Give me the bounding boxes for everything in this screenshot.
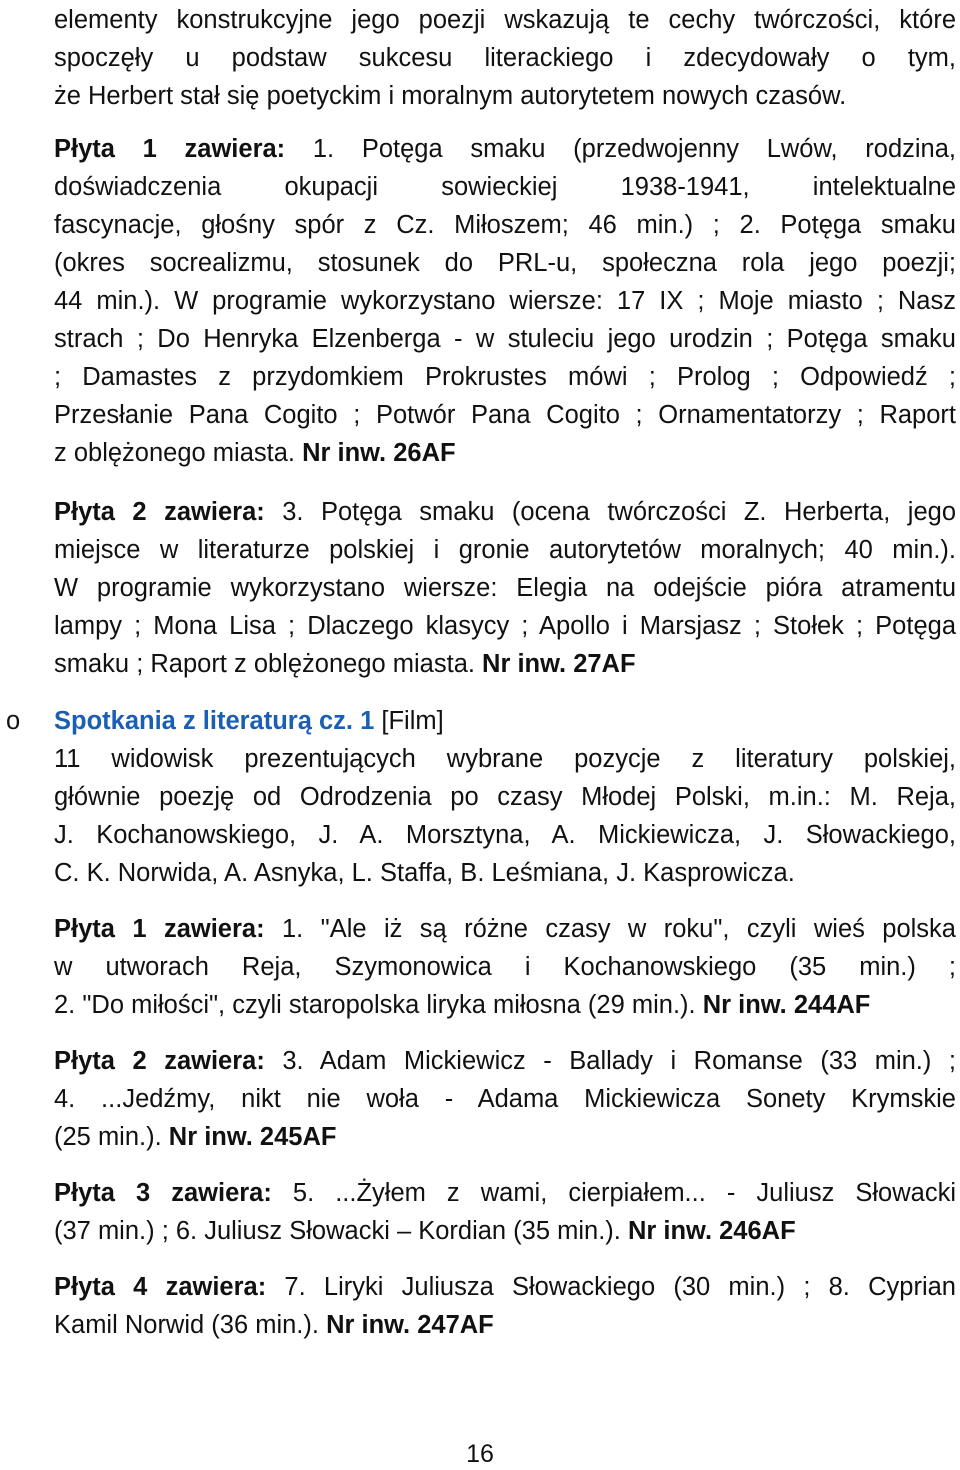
disc2-line-3: W programie wykorzystano wiersze: Elegia na odejście pióra atramentu	[54, 574, 956, 602]
disc1-line-7: ; Damastes z przydomkiem Prokrustes mówi ; Prolog ; Odpowiedź ;	[54, 363, 956, 391]
disc1-label: Płyta 1 zawiera:	[54, 135, 286, 163]
film-disc2-inventory-number: Nr inw. 245AF	[168, 1123, 337, 1151]
disc1-line-3: fascynacje, głośny spór z Cz. Miłoszem; 46 min.) ; 2. Potęga smaku	[54, 211, 956, 239]
film-disc1-text-3: 2. "Do miłości", czyli staropolska liryka miłosna (29 min.).	[54, 991, 703, 1019]
disc1-text-9: z oblężonego miasta.	[54, 439, 303, 467]
film-disc3-label: Płyta 3 zawiera:	[54, 1179, 272, 1207]
film-disc4-inventory-number: Nr inw. 247AF	[326, 1311, 494, 1339]
page-number: 16	[466, 1440, 494, 1468]
disc1-text-1: 1. Potęga smaku (przedwojenny Lwów, rodzina,	[285, 135, 956, 163]
disc2-inventory-number: Nr inw. 27AF	[482, 650, 636, 678]
disc2-label: Płyta 2 zawiera:	[54, 498, 265, 526]
disc1-line-1	[54, 130, 956, 168]
film-desc-line-2: głównie poezję od Odrodzenia po czasy Młodej Polski, m.in.: M. Reja,	[54, 783, 956, 811]
film-disc1-line-1	[54, 910, 956, 948]
film-disc3-inventory-number: Nr inw. 246AF	[627, 1217, 796, 1245]
film-disc3-line-1	[54, 1174, 956, 1212]
disc2-line-4: lampy ; Mona Lisa ; Dlaczego klasycy ; Apollo i Marsjasz ; Stołek ; Potęga	[54, 612, 956, 640]
film-disc4-line-1	[54, 1268, 956, 1306]
disc2-line-1	[54, 493, 956, 531]
disc1-line-8: Przesłanie Pana Cogito ; Potwór Pana Cogito ; Ornamentatorzy ; Raport	[54, 401, 956, 429]
film-desc-line-1: 11 widowisk prezentujących wybrane pozycje z literatury polskiej,	[54, 745, 956, 773]
film-disc3-line-2	[54, 1212, 956, 1250]
film-disc4-text-2: Kamil Norwid (36 min.).	[54, 1311, 327, 1339]
film-disc2-line-2: 4. ...Jedźmy, nikt nie woła - Adama Mickiewicza Sonety Krymskie	[54, 1085, 956, 1113]
disc1-line-2: doświadczenia okupacji sowieckiej 1938-1941, intelektualne	[54, 173, 956, 201]
film-disc2-text-3: (25 min.).	[54, 1123, 169, 1151]
film-disc1-line-3	[54, 986, 956, 1024]
disc1-inventory-number: Nr inw. 26AF	[302, 439, 456, 467]
film-title-link[interactable]: Spotkania z literaturą cz. 1	[54, 707, 375, 735]
film-title-line	[54, 702, 956, 740]
film-title-suffix: [Film]	[374, 707, 444, 735]
disc1-line-4: (okres socrealizmu, stosunek do PRL-u, społeczna rola jego poezji;	[54, 249, 956, 277]
film-disc3-text-2: (37 min.) ; 6. Juliusz Słowacki – Kordian (35 min.).	[54, 1217, 628, 1245]
disc2-text-5: smaku ; Raport z oblężonego miasta.	[54, 650, 483, 678]
film-disc4-text-1: 7. Liryki Juliusza Słowackiego (30 min.) ; 8. Cyprian	[266, 1273, 956, 1301]
disc2-text-1: 3. Potęga smaku (ocena twórczości Z. Herberta, jego	[264, 498, 957, 526]
intro-line-2: spoczęły u podstaw sukcesu literackiego i zdecydowały o tym,	[54, 44, 956, 72]
film-disc3-text-1: 5. ...Żyłem z wami, cierpiałem... - Juliusz Słowacki	[271, 1179, 957, 1207]
film-disc4-line-2	[54, 1306, 956, 1344]
film-disc1-label: Płyta 1 zawiera:	[54, 915, 265, 943]
film-disc2-text-1: 3. Adam Mickiewicz - Ballady i Romanse (33 min.) ;	[264, 1047, 956, 1075]
film-disc1-line-2: w utworach Reja, Szymonowica i Kochanowskiego (35 min.) ;	[54, 953, 956, 981]
film-disc2-label: Płyta 2 zawiera:	[54, 1047, 265, 1075]
film-disc1-inventory-number: Nr inw. 244AF	[702, 991, 871, 1019]
disc2-line-2: miejsce w literaturze polskiej i gronie autorytetów moralnych; 40 min.).	[54, 536, 956, 564]
list-bullet: o	[6, 707, 21, 735]
disc1-line-9	[54, 434, 956, 472]
disc1-line-6: strach ; Do Henryka Elzenberga - w stuleciu jego urodzin ; Potęga smaku	[54, 325, 956, 353]
film-disc1-text-1: 1. "Ale iż są różne czasy w roku", czyli wieś polska	[264, 915, 956, 943]
film-desc-line-3: J. Kochanowskiego, J. A. Morsztyna, A. Mickiewicza, J. Słowackiego,	[54, 821, 956, 849]
disc2-line-5	[54, 645, 956, 683]
film-disc2-line-1	[54, 1042, 956, 1080]
intro-line-3: że Herbert stał się poetyckim i moralnym autorytetem nowych czasów.	[54, 82, 847, 110]
disc1-line-5: 44 min.). W programie wykorzystano wiersze: 17 IX ; Moje miasto ; Nasz	[54, 287, 956, 315]
film-disc2-line-3	[54, 1118, 956, 1156]
film-disc4-label: Płyta 4 zawiera:	[54, 1273, 267, 1301]
intro-line-1: elementy konstrukcyjne jego poezji wskazują te cechy twórczości, które	[54, 6, 956, 34]
film-desc-line-4: C. K. Norwida, A. Asnyka, L. Staffa, B. Leśmiana, J. Kasprowicza.	[54, 859, 795, 887]
